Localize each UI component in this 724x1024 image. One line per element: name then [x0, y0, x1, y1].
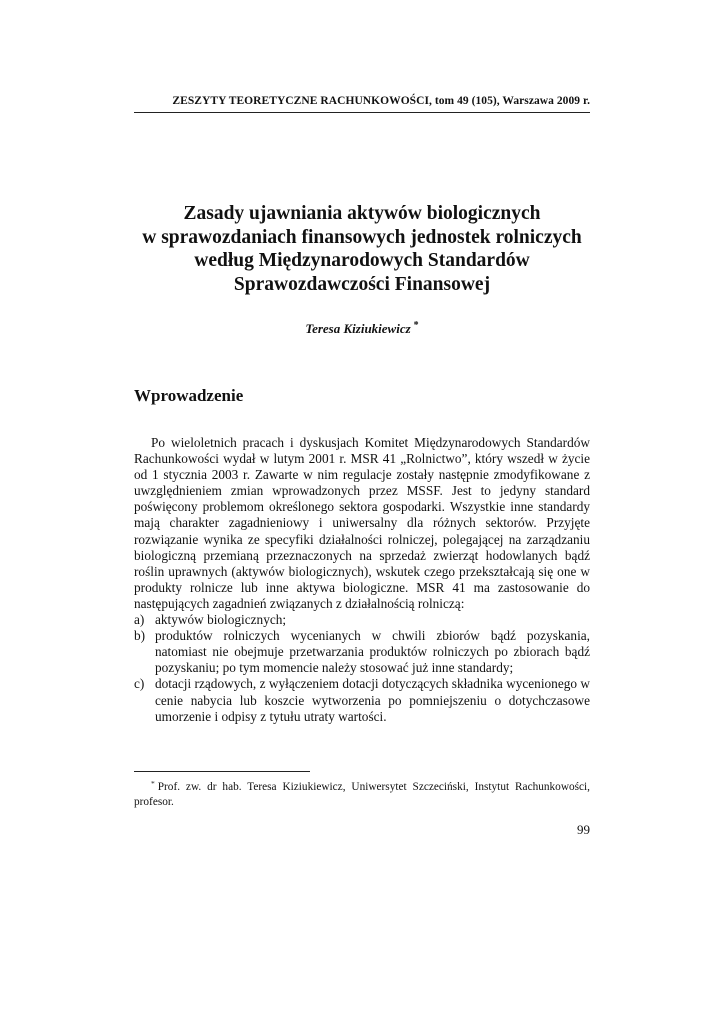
title-line: w sprawozdaniach finansowych jednostek rolniczych: [142, 226, 582, 248]
title-line: według Międzynarodowych Standardów: [194, 250, 530, 271]
title-line: Zasady ujawniania aktywów biologicznych: [183, 203, 541, 224]
list-marker: a): [134, 612, 145, 628]
author-line: [134, 320, 590, 337]
title-line: Sprawozdawczości Finansowej: [233, 273, 491, 295]
list-item: [134, 612, 590, 628]
running-header: ZESZYTY TEORETYCZNE RACHUNKOWOŚCI, tom 49 (105), Warszawa 2009 r.: [172, 95, 590, 107]
list-item-text: dotacji rządowych, z wyłączeniem dotacji dotyczących składnika wycenionego w cenie nabycia lub koszcie wytworzenia po pomniejszeniu o dotychczasowe umorzenie i odpisy z tytułu utraty wartości.: [155, 676, 590, 724]
scope-list: [134, 612, 590, 725]
list-item: [134, 676, 590, 724]
author-name: Teresa Kiziukiewicz: [305, 321, 411, 336]
header-rule: [134, 112, 590, 113]
footnote-text: Prof. zw. dr hab. Teresa Kiziukiewicz, Uniwersytet Szczeciński, Instytut Rachunkowości, profesor.: [134, 781, 590, 808]
body-text: [134, 435, 590, 725]
footnote-rule: [134, 771, 310, 772]
list-item: [134, 628, 590, 676]
author-footnote-mark: *: [413, 320, 419, 331]
list-marker: b): [134, 628, 146, 644]
list-item-text: aktywów biologicznych;: [155, 612, 287, 628]
footnote: [134, 777, 590, 810]
article-title: [110, 202, 614, 296]
list-marker: c): [134, 676, 145, 692]
page-number: 99: [577, 822, 590, 837]
section-heading: Wprowadzenie: [134, 386, 244, 405]
footnote-mark: *: [151, 779, 155, 788]
list-item-text: produktów rolniczych wycenianych w chwili zbiorów bądź pozyskania, natomiast nie obejmuje przetwarzania produktów rolniczych po zbiorach bądź pozyskaniu; po tym momencie należy stosować już inne standardy;: [155, 628, 590, 676]
body-paragraph: Po wieloletnich pracach i dyskusjach Komitet Międzynarodowych Standardów Rachunkowości wydał w lutym 2001 r. MSR 41 „Rolnictwo”, który wszedł w życie od 1 stycznia 2003 r. Zawarte w nim regulacje zostały następnie zmodyfikowane z uwzględnieniem zmian wprowadzonych przez MSSF. Jest to jedyny standard poświęcony problemom określonego sektora gospodarki. Wszystkie inne standardy mają charakter zagadnieniowy i uniwersalny dla różnych sektorów. Przyjęte rozwiązanie wynika ze specyfiki działalności rolniczej, polegającej na zarządzaniu biologiczną przemianą przeznaczonych na sprzedaż zwierząt hodowlanych bądź roślin uprawnych (aktywów biologicznych), wskutek czego przekształcają się one w produkty rolnicze lub inne aktywa biologiczne. MSR 41 ma zastosowanie do następujących zagadnień związanych z działalnością rolniczą:: [134, 435, 590, 611]
